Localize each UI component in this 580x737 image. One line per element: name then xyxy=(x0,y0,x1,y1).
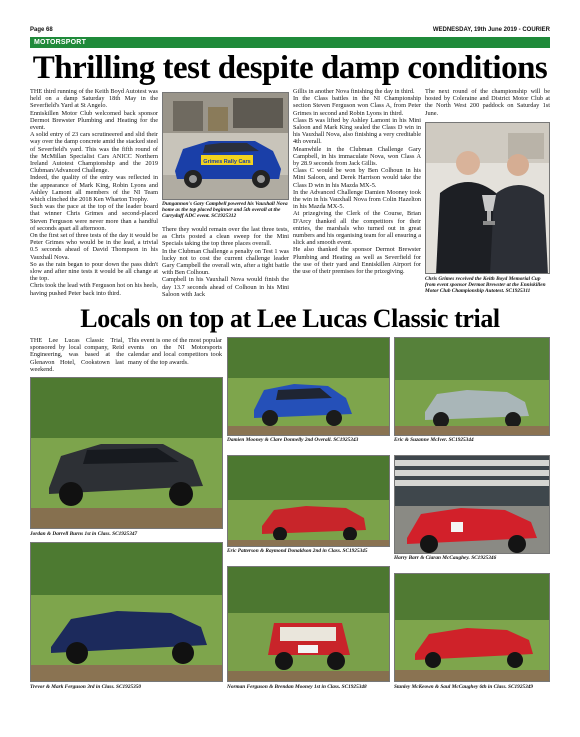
paragraph: Such was the pace at the top of the leader board that winner Chris Grimes and second-placed Steven Ferguson were never more than a handful of seconds apart all afternoon. xyxy=(30,203,158,232)
caption-norman-mooney: Norman Ferguson & Brendan Mooney 1st in Class. SC1925348 xyxy=(227,684,367,690)
paragraph: A solid entry of 23 cars scrutineered and slid their way over the damp concrete amid the stacked steel of Severfield's yard. This was the fifth round of the McMillan Specialist Cars ANICC Northern Ireland Autotest Championship and the 2019 Clubman/Advanced Challenge. xyxy=(30,131,158,175)
paragraph: In the Clubman Challenge a penalty on Test 1 was lucky not to cost the current challenge leader Gary Campbell the overall win, after a tight battle with Ben Colhoun. xyxy=(162,247,289,277)
caption-patterson-donaldson: Eric Patterson & Raymond Donaldson 2nd in Class. SC1925345 xyxy=(227,548,368,554)
paragraph: THE third running of the Keith Boyd Autotest was held on a damp Saturday 18th May in the Severfield's Yard at St Angelo. xyxy=(30,88,158,110)
photo-patterson-donaldson xyxy=(227,455,390,547)
story2-column-2: This event is one of the most popular events on the NI Motorsports calendar and local competitors took many of the top awards. xyxy=(128,337,222,366)
caption-burns: Jordan & Darrell Burns 1st in Class. SC1925347 xyxy=(30,531,138,537)
paragraph: Indeed, the quality of the entry was reflected in the appearance of Mark King, Robin Lyons and Ashley Lamont all members of the NI Team which clinched the 2018 Ken Wharton Trophy. xyxy=(30,174,158,204)
paragraph: In the Class battles in the NI Championship section Steven Ferguson won Class A, from Peter Grimes in second and Robin Lyons in third. xyxy=(293,95,421,117)
paragraph: Enniskillen Motor Club welcomed back sponsor Dermot Brewster Plumbing and Heating for the event. xyxy=(30,109,158,132)
photo-mooney-donnelly xyxy=(227,337,390,436)
paragraph: So as the rain began to pour down the pass didn't slow and after nine tests it would be all change at the top. xyxy=(30,260,158,283)
photo-trophy-presentation xyxy=(425,122,550,274)
photo-stanley-mccaughey xyxy=(394,573,550,682)
paragraph: Class B was lifted by Ashley Lamont in his Mini Saloon and Mark King sealed the Class D win in his Vauxhall Nova, also finishing a very creditable 4th overall. xyxy=(293,116,421,146)
story1-column-3 xyxy=(293,88,421,300)
issue-date: WEDNESDAY, 19th June 2019 - COURIER xyxy=(432,27,550,33)
paragraph: Chris took the lead with Ferguson hot on his heels, having pushed Peter back into third. xyxy=(30,282,158,297)
paragraph: He also thanked the sponsor Dermot Brewster Plumbing and Heating as well as Severfield for the use of their yard and Enniskillen Airport for the use of their premises for the prizegiving. xyxy=(293,246,421,276)
story1-column-2 xyxy=(162,226,289,300)
paragraph: Class C would be won by Ben Colhoun in his Mini Saloon, and Derek Harrison would take the Class D win in his Mazda MX-5. xyxy=(293,167,421,189)
paragraph: The next round of the championship will be hosted by Coleraine and District Motor Club at the North West 200 paddock on Saturday 1st June. xyxy=(425,88,550,117)
story1-column-4 xyxy=(425,88,550,120)
page-number: Page 68 xyxy=(30,27,53,33)
paragraph: In the Advanced Challenge Damien Mooney took the win in his Vauxhall Nova from Colin Hazelton in his Mazda MX-5. xyxy=(293,188,421,211)
photo-barr-mccaughey xyxy=(394,455,550,554)
photo-trevor-ferguson xyxy=(30,542,223,682)
caption-stanley-mccaughey: Stanley McKeown & Saul McCaughey 6th in Class. SC1925349 xyxy=(394,684,534,690)
photo-mciver xyxy=(394,337,550,436)
caption-mooney-donnelly: Damien Mooney & Clare Donnelly 2nd Overall. SC1925343 xyxy=(227,437,359,443)
paragraph: There they would remain over the last three tests, as Chris posted a clean sweep for the Mini Specials taking the top three places overall. xyxy=(162,226,289,248)
caption-barr-mccaughey: Harry Barr & Ciaran McCaughey. SC1925346 xyxy=(394,555,497,561)
caption-trevor-ferguson: Trevor & Mark Ferguson 3rd in Class. SC1925350 xyxy=(30,684,142,690)
paragraph: Gillis in another Nova finishing the day in third. xyxy=(293,88,415,95)
car-sponsor-sign: Grimes Rally Cars xyxy=(203,159,251,165)
photo-blue-nova-caption: Dungannon's Gary Campbell powered his Vauxhall Nova home as the top placed beginner and 5th overall at the Carryduff ADC event. SC1925312 xyxy=(162,201,288,219)
story1-headline: Thrilling test despite damp conditions xyxy=(32,50,548,86)
paragraph: On the first set of three tests of the day it would be Peter Grimes who would be in the lead, a trivial 0.5 seconds ahead of David Thompson in his Vauxhall Nova. xyxy=(30,232,158,261)
story1-column-1 xyxy=(30,88,158,298)
paragraph: Meanwhile in the Clubman Challenge Gary Campbell, in his immaculate Nova, won Class A by 28.9 seconds from Jack Gillis. xyxy=(293,145,421,168)
photo-blue-nova xyxy=(162,92,289,200)
photo-norman-mooney xyxy=(227,566,390,682)
story2-headline: Locals on top at Lee Lucas Classic trial xyxy=(80,304,500,333)
photo-burns xyxy=(30,377,223,529)
paragraph: At prizegiving the Clerk of the Course, Brian D'Arcy thanked all the competitors for their entries, the marshals who turned out in great numbers and his organising team for all ensuring a slick and smooth event. xyxy=(293,210,421,247)
section-label: MOTORSPORT xyxy=(30,37,550,48)
caption-mciver: Eric & Suzanne McIver. SC1925344 xyxy=(394,437,474,443)
page-header xyxy=(30,26,550,36)
story2-column-1: THE Lee Lucas Classic Trial, sponsored by local company, Reid Engineering, was based at the Glenavon Hotel, Cookstown last weekend. xyxy=(30,337,124,373)
photo-trophy-caption: Chris Grimes received the Keith Boyd Memorial Cup from event sponsor Dermot Brewster at the Enniskillen Motor Club Championship Autotest. SC1925311 xyxy=(425,276,546,294)
paragraph: Campbell in his Vauxhall Nova would finish the day 13.7 seconds ahead of Colhoun in his Mini Saloon with Jack xyxy=(162,276,289,298)
